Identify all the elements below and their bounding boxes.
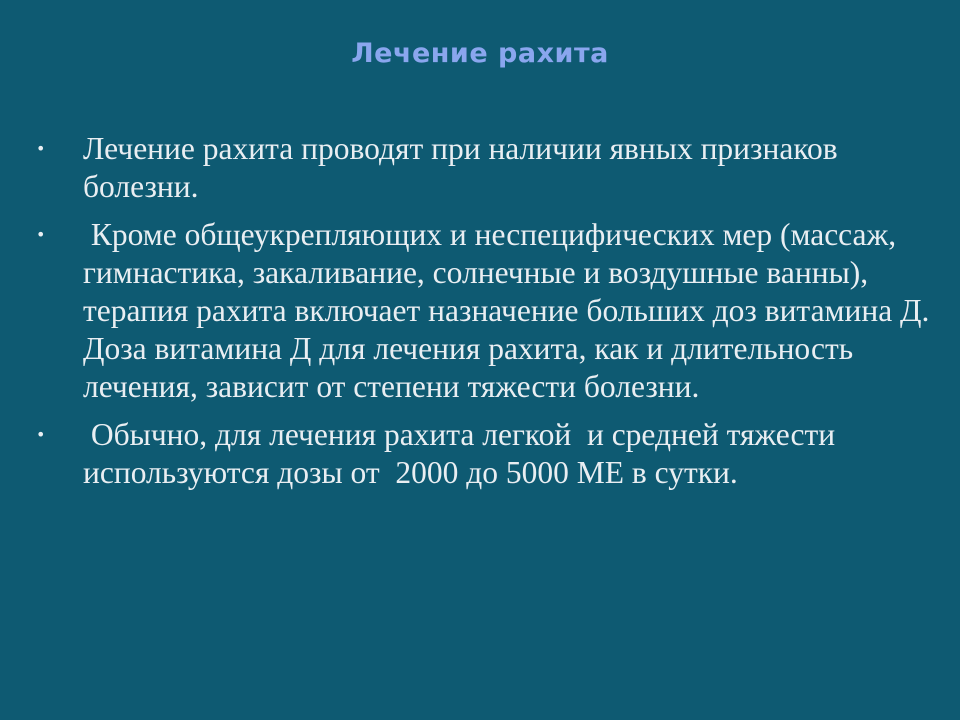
bullet-list bbox=[36, 130, 936, 502]
bullet-text: Лечение рахита проводят при наличии явных признаков болезни. bbox=[83, 131, 846, 204]
bullet-dot-icon: • bbox=[36, 139, 46, 158]
bullet-text: Кроме общеукрепляющих и неспецифических мер (массаж, гимнастика, закаливание, солнечные и воздушные ванны), терапия рахита включает назначение больших доз витамина Д. Доза витамина Д для лечения рахита, как и длительность лечения, зависит от степени тяжести болезни. bbox=[83, 217, 938, 404]
slide-title: Лечение рахита bbox=[351, 38, 609, 69]
bullet-item-1 bbox=[36, 130, 936, 206]
bullet-item-2 bbox=[36, 216, 936, 406]
bullet-dot-icon: • bbox=[36, 225, 46, 244]
bullet-text: Обычно, для лечения рахита легкой и средней тяжести используются дозы от 2000 до 5000 МЕ в сутки. bbox=[83, 417, 844, 490]
bullet-item-3 bbox=[36, 416, 936, 492]
bullet-dot-icon: • bbox=[36, 425, 46, 444]
